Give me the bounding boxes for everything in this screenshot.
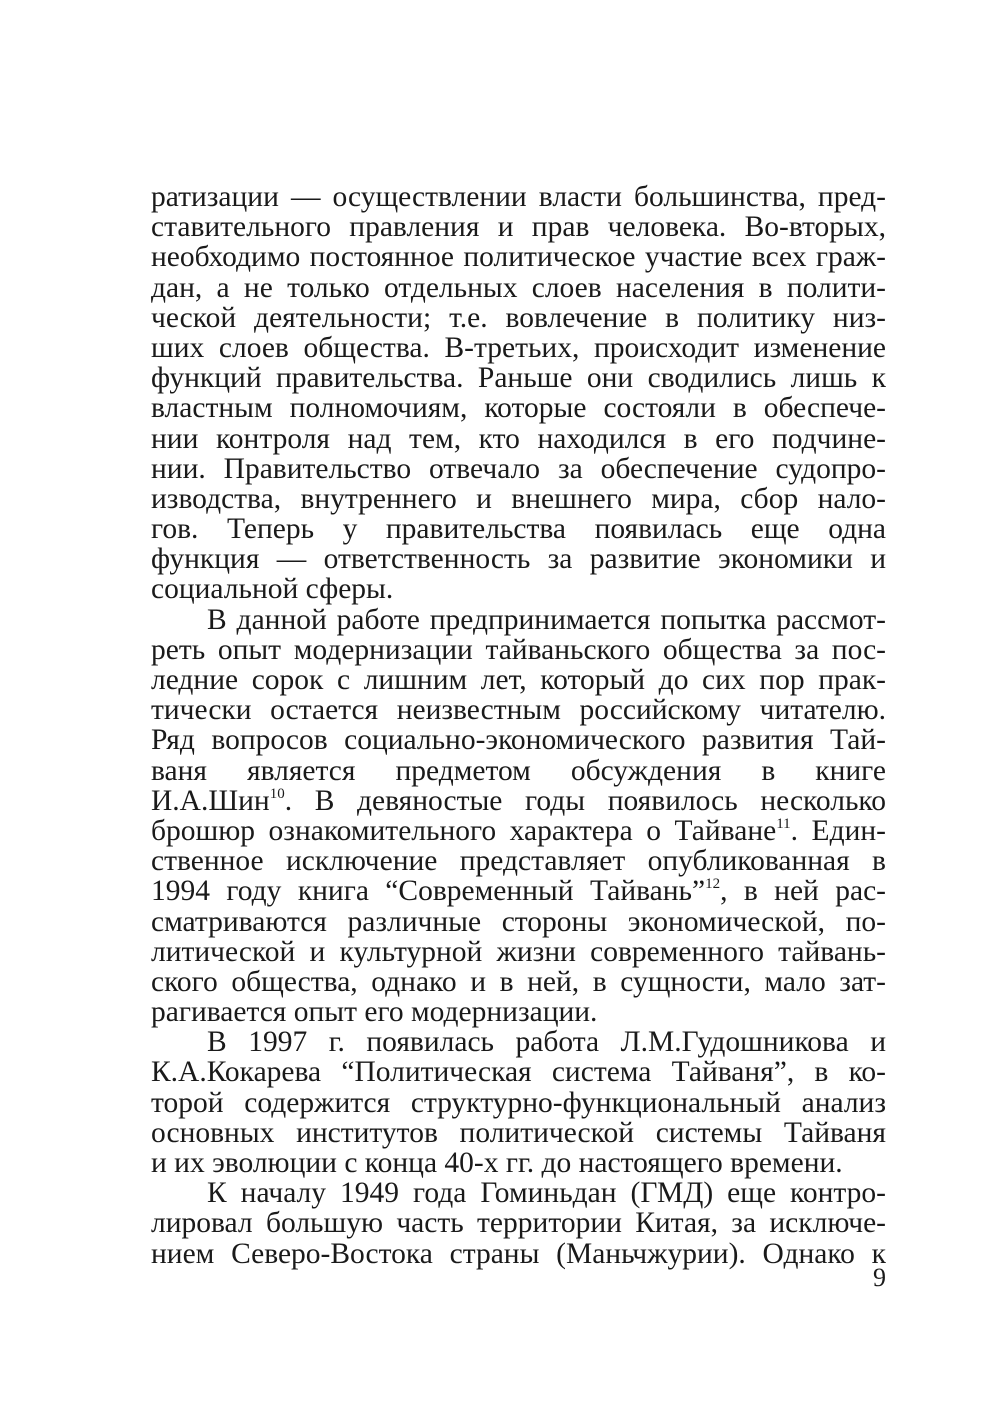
text-line: нием Северо-Востока страны (Маньчжурии). Однако к [151,1237,886,1270]
text-line: социальной сферы. [151,573,394,606]
text-line: функция — ответственность за развитие экономики и [151,543,886,576]
text-segment: брошюр ознакомительного характера о Тайване [151,814,777,847]
text-line: торой содержится структурно-функциональный анализ [151,1086,886,1119]
footnote-ref-10: 10 [269,785,285,802]
paragraph-2 [151,605,886,1028]
text-line: Ряд вопросов социально-экономического развития Тай- [151,724,886,757]
page-number: 9 [873,1263,886,1292]
text-line [151,816,886,846]
paragraph-1 [151,182,886,605]
text-line: В данной работе предпринимается попытка рассмот- [207,603,886,636]
text-segment: И.А.Шин [151,784,270,817]
text-line: К.А.Кокарева “Политическая система Тайваня”, в ко- [151,1056,886,1089]
text-line: реть опыт модернизации тайваньского общества за пос- [151,633,886,666]
text-line: рагивается опыт его модернизации. [151,996,598,1029]
text-line: ваня является предметом обсуждения в книге [151,754,886,787]
text-line: сматриваются различные стороны экономической, по- [151,905,886,938]
text-line: нии. Правительство отвечало за обеспечение судопро- [151,452,886,485]
text-line: гов. Теперь у правительства появилась еще одна [151,513,886,546]
text-line: и их эволюции с конца 40-х гг. до настоящего времени. [151,1147,843,1179]
text-line [151,876,886,906]
text-line: дан, а не только отдельных слоев населения в полити- [151,271,886,304]
paragraph-3 [151,1027,886,1178]
text-segment: , в ней рас- [720,875,886,908]
text-line: литической и культурной жизни современного тайвань- [151,935,886,968]
text-line [151,786,886,816]
text-line: В 1997 г. появилась работа Л.М.Гудошникова и [207,1026,886,1059]
text-line: необходимо постоянное политическое участие всех граж- [151,241,886,274]
text-line: нии контроля над тем, кто находился в его подчине- [151,422,886,455]
text-line: основных институтов политической системы Тайваня [151,1116,886,1149]
body-text [151,182,886,1269]
text-line: ственное исключение представляет опубликованная в [151,845,886,878]
text-segment: 1994 году книга “Современный Тайвань” [151,875,706,908]
paragraph-4 [151,1178,886,1269]
text-line: К началу 1949 года Гоминьдан (ГМД) еще контро- [207,1177,886,1210]
text-line: ского общества, однако и в ней, в сущности, мало зат- [151,965,886,998]
footnote-ref-12: 12 [705,876,721,893]
text-line: ратизации — осуществлении власти большинства, пред- [151,181,886,213]
text-line: тически остается неизвестным российскому читателю. [151,694,886,727]
footnote-ref-11: 11 [776,815,791,832]
text-line: ставительного правления и прав человека. Во-вторых, [151,211,886,244]
text-line: изводства, внутреннего и внешнего мира, сбор нало- [151,482,886,515]
text-line: властным полномочиям, которые состояли в обеспече- [151,392,886,425]
text-segment: . Един- [790,814,886,847]
text-line: функций правительства. Раньше они сводились лишь к [151,362,886,395]
text-line: ческой деятельности; т.е. вовлечение в политику низ- [151,301,886,334]
text-line: лировал большую часть территории Китая, за исключе- [151,1207,886,1240]
text-line: ших слоев общества. В-третьих, происходит изменение [151,331,886,364]
text-line: ледние сорок с лишним лет, который до сих пор прак- [151,664,886,696]
text-segment: . В девяностые годы появилось несколько [284,784,886,817]
